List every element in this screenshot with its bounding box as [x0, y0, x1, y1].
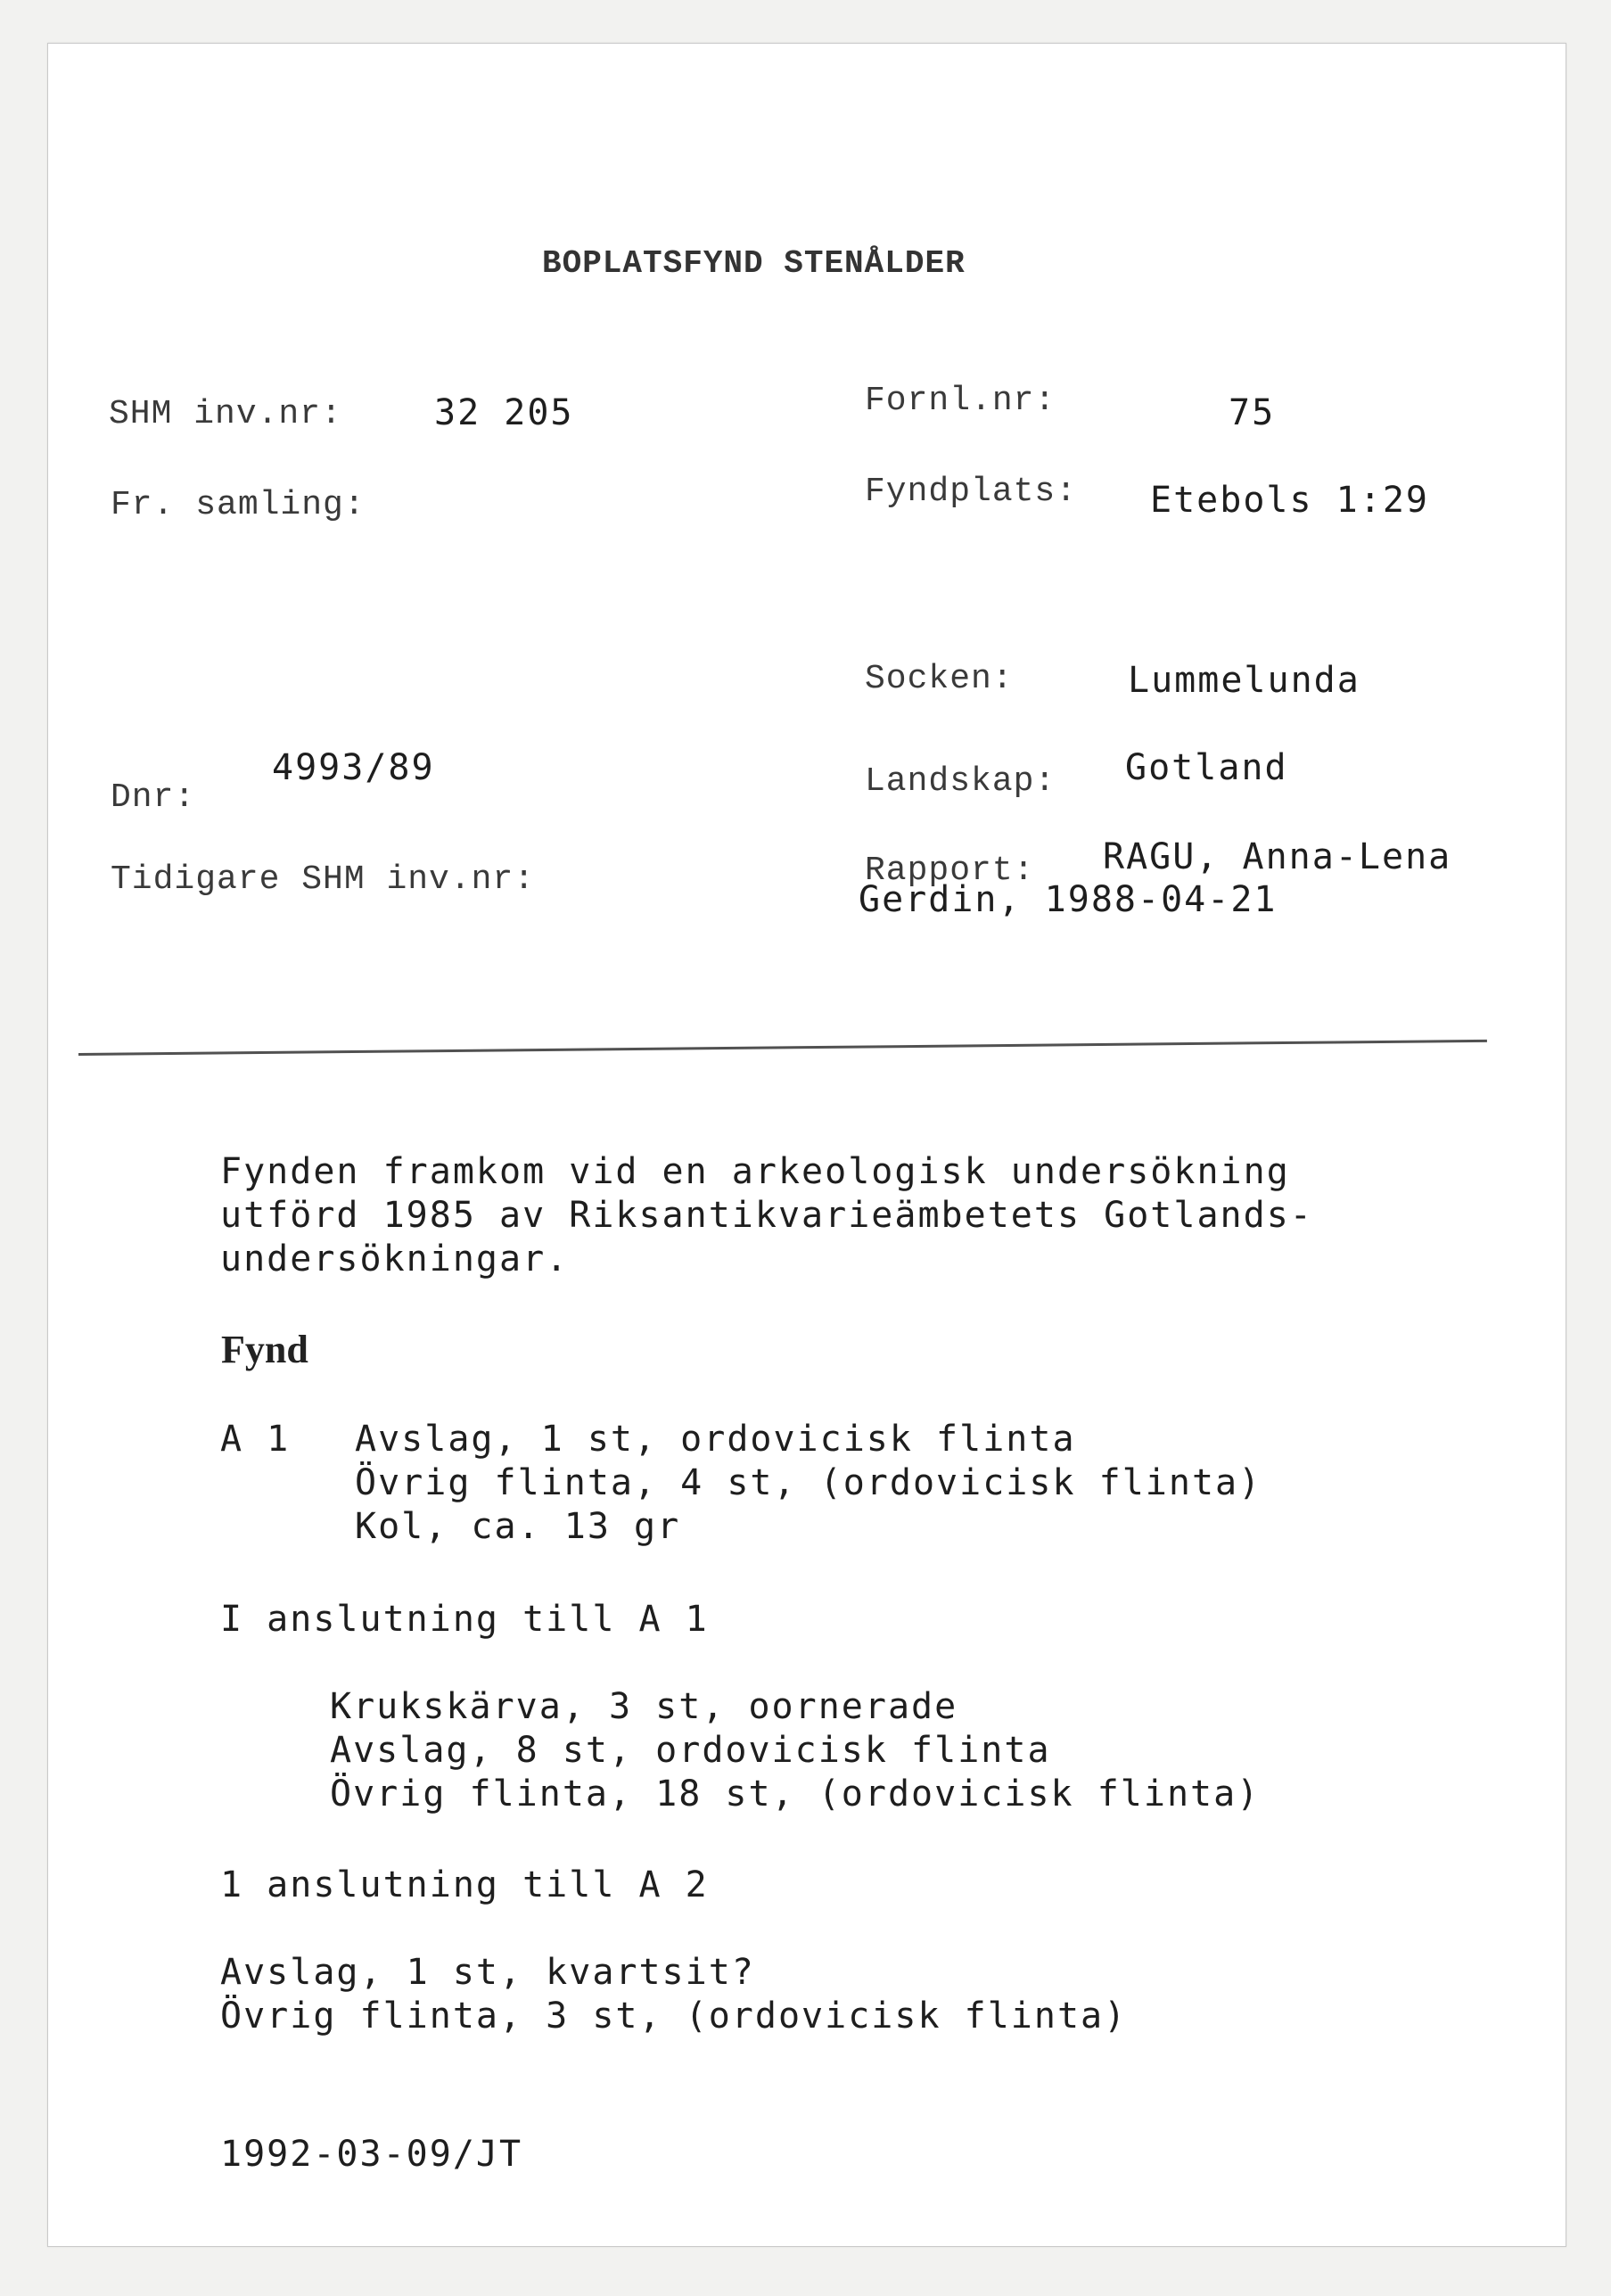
- landskap-label: Landskap:: [865, 762, 1056, 801]
- signature-date: 1992-03-09/JT: [220, 2134, 523, 2175]
- shm-inv-value: 32 205: [434, 392, 574, 433]
- socken-label: Socken:: [865, 660, 1014, 698]
- fynd-heading: Fynd: [221, 1328, 308, 1371]
- anslutning-a1-item: Övrig flinta, 18 st, (ordovicisk flinta): [330, 1773, 1261, 1815]
- fyndplats-label: Fyndplats:: [865, 473, 1078, 511]
- intro-line-2: utförd 1985 av Riksantikvarieämbetets Gotlands-: [220, 1195, 1313, 1236]
- anslutning-a1-item: Krukskärva, 3 st, oornerade: [330, 1686, 958, 1727]
- anslutning-a2-item: Avslag, 1 st, kvartsit?: [220, 1952, 755, 1993]
- anslutning-a2-item: Övrig flinta, 3 st, (ordovicisk flinta): [220, 1996, 1128, 2037]
- anslutning-a1-heading: I anslutning till A 1: [220, 1599, 709, 1640]
- fyndplats-value: Etebols 1:29: [1150, 480, 1429, 521]
- rapport-label: Rapport:: [865, 852, 1035, 890]
- intro-line-1: Fynden framkom vid en arkeologisk undersökning: [220, 1151, 1290, 1192]
- anslutning-a2-heading: 1 anslutning till A 2: [220, 1864, 709, 1905]
- a1-label: A 1: [220, 1419, 291, 1460]
- dnr-label: Dnr:: [111, 778, 196, 817]
- rapport-value-line2: Gerdin, 1988-04-21: [859, 879, 1278, 920]
- index-card: [47, 43, 1566, 2247]
- intro-line-3: undersökningar.: [220, 1239, 570, 1280]
- fr-samling-label: Fr. samling:: [111, 486, 366, 524]
- anslutning-a1-item: Avslag, 8 st, ordovicisk flinta: [330, 1730, 1051, 1771]
- landskap-value: Gotland: [1125, 747, 1288, 788]
- socken-value: Lummelunda: [1128, 660, 1360, 701]
- fornl-label: Fornl.nr:: [865, 382, 1056, 420]
- fornl-value: 75: [1229, 392, 1276, 433]
- a1-item: Övrig flinta, 4 st, (ordovicisk flinta): [355, 1462, 1262, 1503]
- dnr-value: 4993/89: [272, 747, 435, 788]
- a1-item: Avslag, 1 st, ordovicisk flinta: [355, 1419, 1076, 1460]
- shm-inv-label: SHM inv.nr:: [109, 395, 342, 433]
- tidigare-label: Tidigare SHM inv.nr:: [111, 860, 536, 899]
- card-title: BOPLATSFYND STENÅLDER: [542, 245, 966, 282]
- rapport-value-line1: RAGU, Anna-Lena: [1103, 836, 1452, 877]
- a1-item: Kol, ca. 13 gr: [355, 1506, 681, 1547]
